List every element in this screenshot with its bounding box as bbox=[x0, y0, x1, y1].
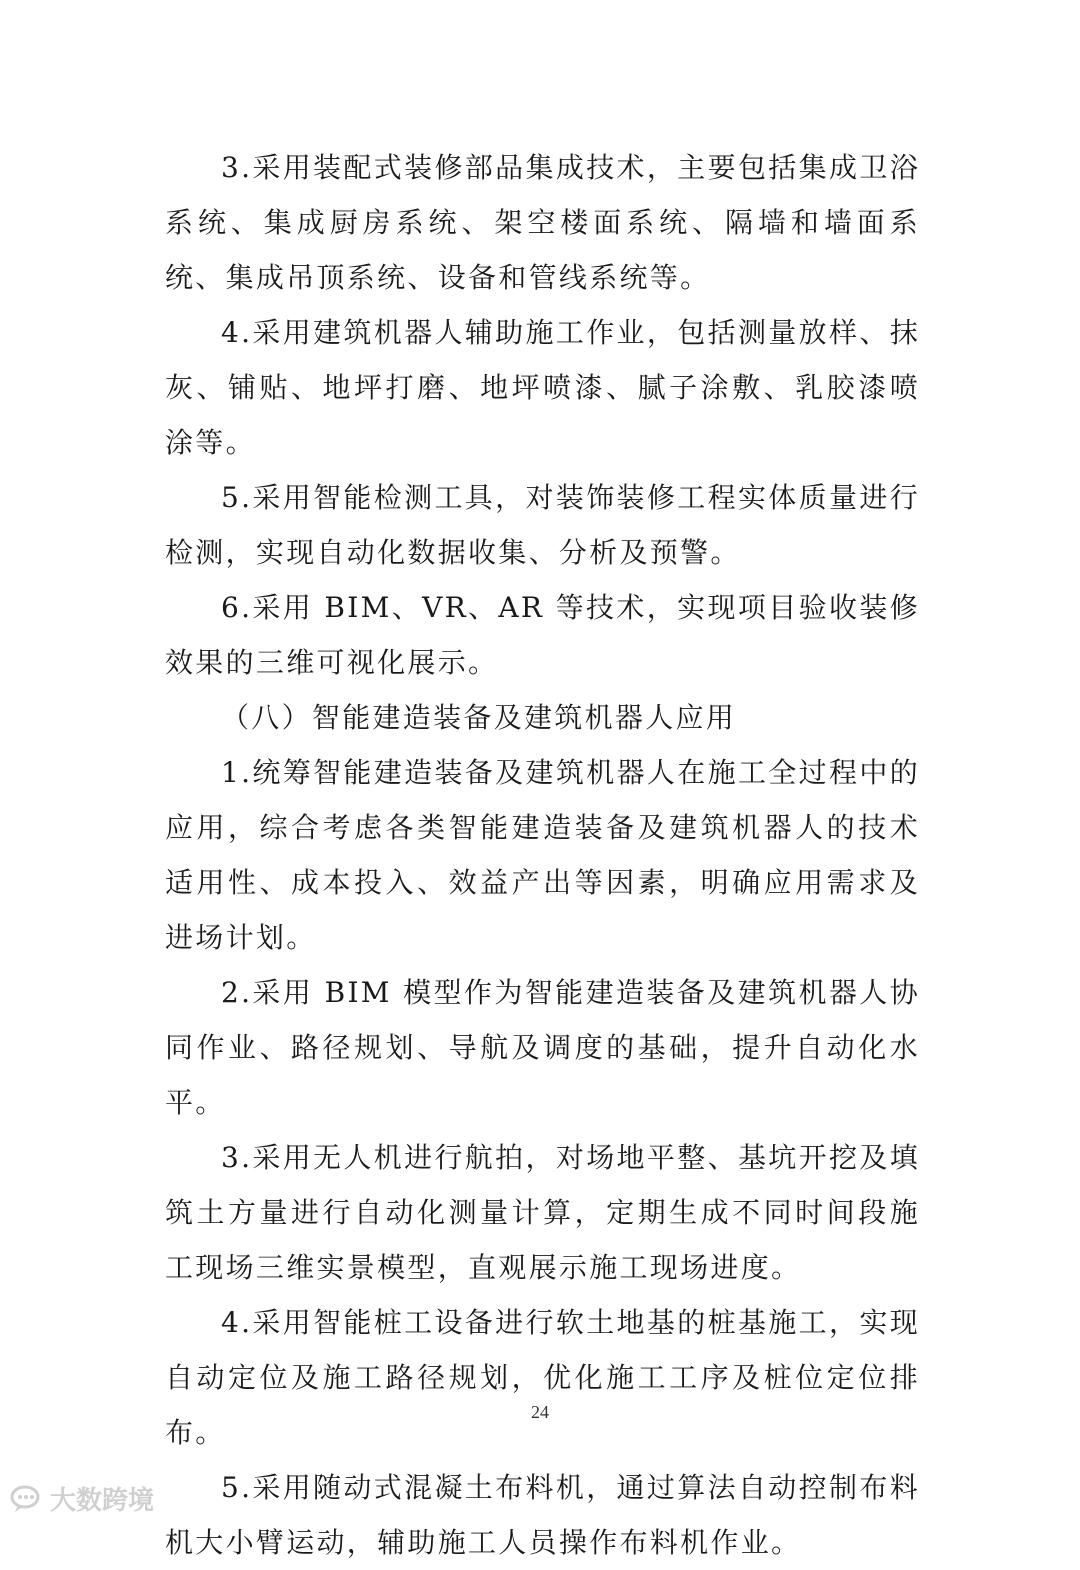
page-number: 24 bbox=[531, 1402, 549, 1422]
paragraph-item-1-coordination: 1.统筹智能建造装备及建筑机器人在施工全过程中的应用，综合考虑各类智能建造装备及建筑机器人的技术适用性、成本投入、效益产出等因素，明确应用需求及进场计划。 bbox=[165, 756, 920, 954]
paragraph-item-4-piling: 4.采用智能桩工设备进行软土地基的桩基施工，实现自动定位及施工路径规划，优化施工工序及桩位定位排布。 bbox=[165, 1306, 920, 1449]
paragraph-item-3-drone: 3.采用无人机进行航拍，对场地平整、基坑开挖及填筑土方量进行自动化测量计算，定期生成不同时间段施工现场三维实景模型，直观展示施工现场进度。 bbox=[165, 1141, 920, 1284]
document-body bbox=[165, 140, 920, 1570]
paragraph-item-5-inspection: 5.采用智能检测工具，对装饰装修工程实体质量进行检测，实现自动化数据收集、分析及预警。 bbox=[165, 481, 920, 569]
paragraph-item-5-concrete: 5.采用随动式混凝土布料机，通过算法自动控制布料机大小臂运动，辅助施工人员操作布料机作业。 bbox=[165, 1471, 920, 1559]
paragraph-item-2-bim: 2.采用 BIM 模型作为智能建造装备及建筑机器人协同作业、路径规划、导航及调度的基础，提升自动化水平。 bbox=[165, 976, 920, 1119]
chat-bubble-logo-icon bbox=[10, 1484, 44, 1514]
paragraph-item-6-visualization: 6.采用 BIM、VR、AR 等技术，实现项目验收装修效果的三维可视化展示。 bbox=[165, 591, 920, 679]
paragraph-item-3-decoration: 3.采用装配式装修部品集成技术，主要包括集成卫浴系统、集成厨房系统、架空楼面系统、隔墙和墙面系统、集成吊顶系统、设备和管线系统等。 bbox=[165, 151, 920, 294]
watermark-text: 大数跨境 bbox=[50, 1486, 155, 1516]
section-heading: （八）智能建造装备及建筑机器人应用 bbox=[221, 701, 737, 734]
watermark bbox=[10, 1480, 154, 1517]
paragraph-item-4-robots: 4.采用建筑机器人辅助施工作业，包括测量放样、抹灰、铺贴、地坪打磨、地坪喷漆、腻子涂敷、乳胶漆喷涂等。 bbox=[165, 316, 920, 459]
